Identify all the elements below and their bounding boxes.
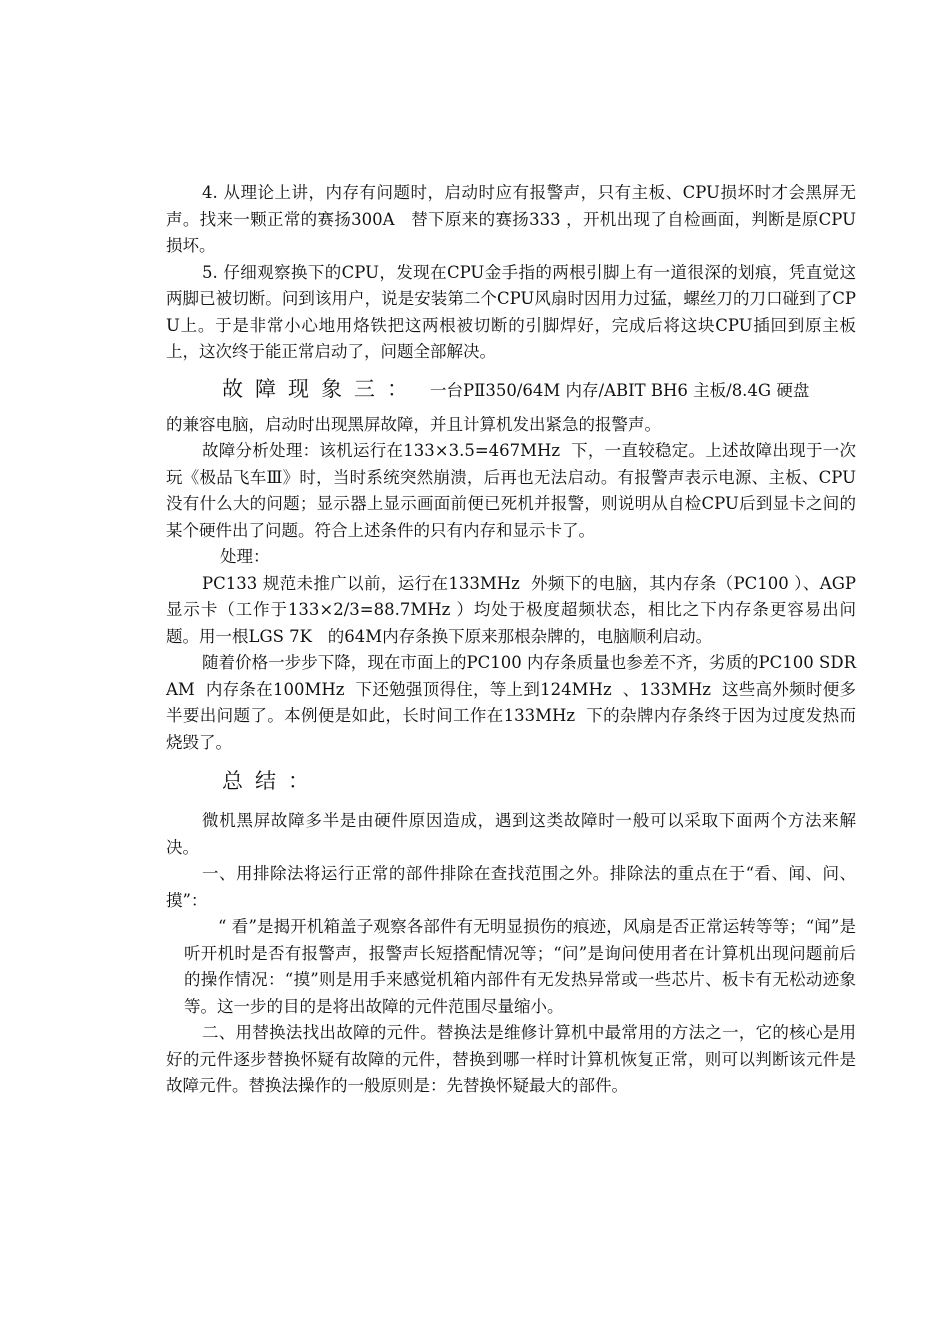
method-one: 一、用排除法将运行正常的部件排除在查找范围之外。排除法的重点在于“看、闻、问、摸”： bbox=[166, 864, 856, 910]
summary-heading: 总结： bbox=[222, 769, 321, 793]
paragraph-step-5: 5. 仔细观察换下的CPU，发现在CPU金手指的两根引脚上有一道很深的划痕，凭直觉这两脚已被切断。问到该用户，说是安装第二个CPU风扇时因用力过猛，螺丝刀的刀口碰到了CPU上。于是非常小心地用烙铁把这两根被切断的引脚焊好，完成后将这块CPU插回到原主板上，这次终于能正常启动了，问题全部解决。 bbox=[166, 262, 856, 361]
document-page bbox=[166, 180, 856, 1100]
process-label: 处理： bbox=[220, 547, 270, 566]
paragraph-step-4: 4. 从理论上讲，内存有问题时，启动时应有报警声，只有主板、CPU损坏时才会黑屏无声。找来一颗正常的赛扬300A 替下原来的赛扬333 ，开机出现了自检画面，判断是原CPU损坏。 bbox=[166, 183, 856, 255]
process-paragraph: PC133 规范未推广以前，运行在133MHz 外频下的电脑，其内存条（PC100 ）、AGP显示卡（工作于133×2/3=88.7MHz ）均处于极度超频状态，相比之下内存条更容易出问题。用一根LGS 7K 的64M内存条换下原来那根杂牌的，电脑顺利启动。 bbox=[166, 573, 856, 646]
fault-three-heading bbox=[166, 372, 856, 408]
fault-three-description: 一台PⅡ350/64M 内存/ABIT BH6 主板/8.4G 硬盘 bbox=[430, 380, 810, 400]
price-paragraph: 随着价格一步步下降，现在市面上的PC100 内存条质量也参差不齐，劣质的PC100 SDRAM 内存条在100MHz 下还勉强顶得住，等上到124MHz 、133MHz 这些高外频时便多半要出问题了。本例便是如此，长时间工作在133MHz 下的杂牌内存条终于因为过度发热而烧毁了。 bbox=[166, 653, 856, 752]
fault-three-label: 故障现象三： bbox=[222, 376, 420, 401]
analysis-paragraph: 故障分析处理：该机运行在133×3.5=467MHz 下，一直较稳定。上述故障出现于一次玩《极品飞车Ⅲ》时，当时系统突然崩溃，后再也无法启动。有报警声表示电源、主板、CPU没有什么大的问题；显示器上显示画面前便已死机并报警，则说明从自检CPU后到显卡之间的某个硬件出了问题。符合上述条件的只有内存和显示卡了。 bbox=[166, 441, 856, 540]
fault-three-description-continued: 的兼容电脑，启动时出现黑屏故障，并且计算机发出紧急的报警声。 bbox=[166, 414, 661, 434]
summary-intro: 微机黑屏故障多半是由硬件原因造成，遇到这类故障时一般可以采取下面两个方法来解决。 bbox=[166, 811, 856, 857]
method-one-detail: “ 看”是揭开机箱盖子观察各部件有无明显损伤的痕迹，风扇是否正常运转等等；“闻”是听开机时是否有报警声，报警声长短搭配情况等；“问”是询问使用者在计算机出现问题前后的操作情况：“摸”则是用手来感觉机箱内部件有无发热异常或一些芯片、板卡有无松动迹象等。这一步的目的是将出故障的元件范围尽量缩小。 bbox=[184, 917, 856, 1016]
method-two: 二、用替换法找出故障的元件。替换法是维修计算机中最常用的方法之一，它的核心是用好的元件逐步替换怀疑有故障的元件，替换到哪一样时计算机恢复正常，则可以判断该元件是故障元件。替换法操作的一般原则是：先替换怀疑最大的部件。 bbox=[166, 1023, 856, 1095]
